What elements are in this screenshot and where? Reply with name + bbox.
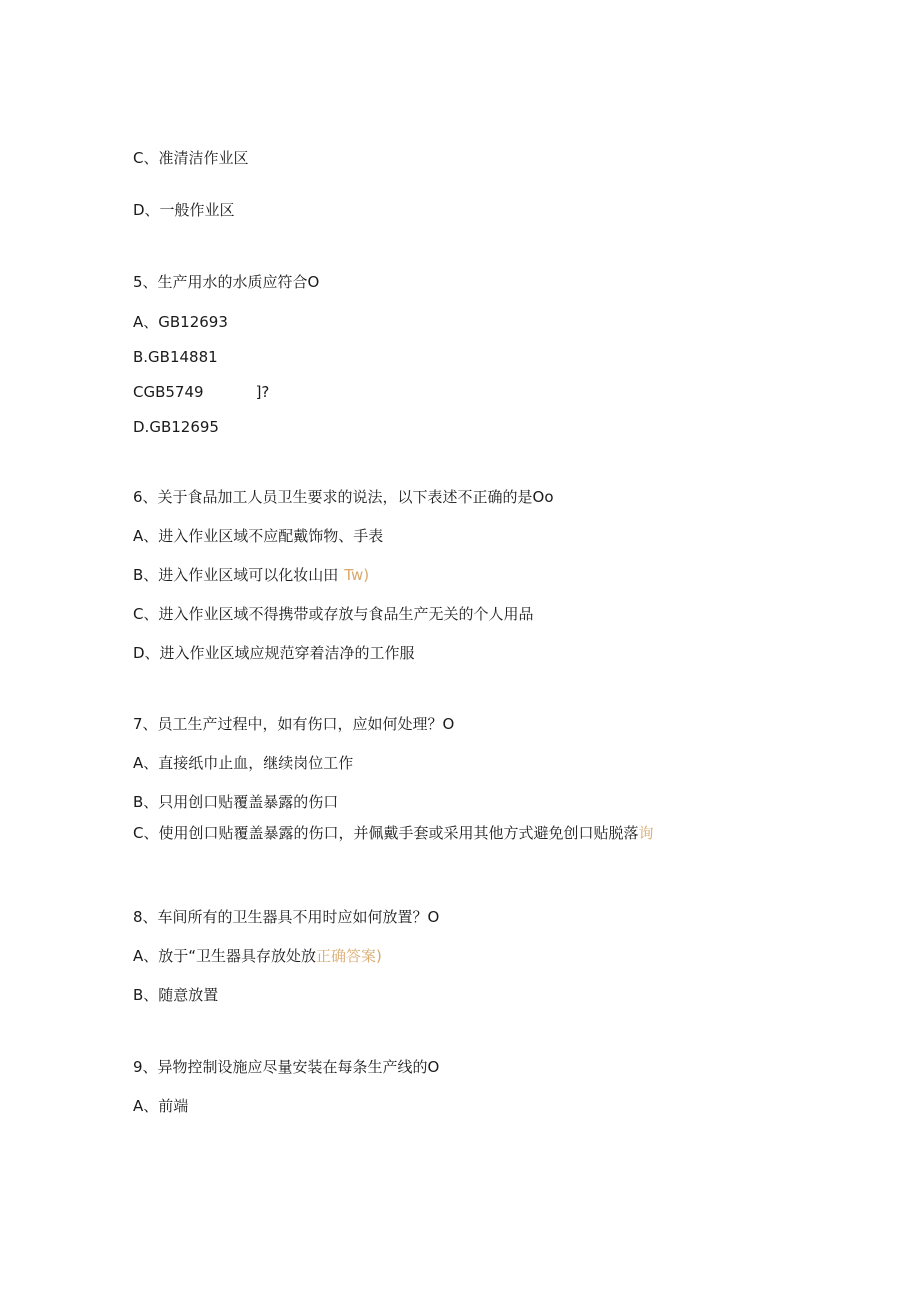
q5-option-b: B.GB14881	[133, 348, 218, 366]
q7-option-c-answer-mark: 询	[638, 824, 654, 842]
q7-question: 7、员工生产过程中，如有伤口，应如何处理？O	[133, 715, 455, 733]
q9-question: 9、异物控制设施应尽量安装在每条生产线的O	[133, 1058, 440, 1076]
q6-option-a: A、进入作业区域不应配戴饰物、手表	[133, 527, 384, 545]
q7-option-a: A、直接纸巾止血，继续岗位工作	[133, 754, 354, 772]
q6-option-b-text: B、进入作业区域可以化妆山田	[133, 566, 339, 584]
q6-option-b-answer-mark: Tw)	[344, 566, 370, 584]
q7-option-c-text: C、使用创口贴覆盖暴露的伤口，并佩戴手套或采用其他方式避免创口贴脱落	[133, 824, 639, 842]
q9-option-a: A、前端	[133, 1097, 189, 1115]
q8-question: 8、车间所有的卫生器具不用时应如何放置？O	[133, 908, 440, 926]
q5-option-a: A、GB12693	[133, 313, 228, 331]
q8-option-b: B、随意放置	[133, 986, 219, 1004]
q8-option-a-text: A、放于“卫生器具存放处放	[133, 947, 317, 965]
q8-option-a	[133, 946, 382, 966]
q5-option-c-mark: ]?	[255, 383, 270, 401]
q7-option-b: B、只用创口贴覆盖暴露的伤口	[133, 793, 339, 811]
q6-option-d: D、进入作业区域应规范穿着洁净的工作服	[133, 644, 415, 662]
q5-option-c	[133, 382, 269, 402]
q7-option-c	[133, 823, 654, 843]
q5-option-c-text: CGB5749	[133, 383, 204, 401]
q4-option-c: C、准清洁作业区	[133, 149, 249, 167]
q5-question: 5、生产用水的水质应符合O	[133, 273, 320, 291]
q5-option-d: D.GB12695	[133, 418, 219, 436]
q6-question: 6、关于食品加工人员卫生要求的说法，以下表述不正确的是Oo	[133, 488, 554, 506]
q6-option-b	[133, 565, 369, 585]
q6-option-c: C、进入作业区域不得携带或存放与食品生产无关的个人用品	[133, 605, 534, 623]
q4-option-d: D、一般作业区	[133, 201, 235, 219]
q8-option-a-answer-mark: 正确答案)	[316, 947, 382, 965]
